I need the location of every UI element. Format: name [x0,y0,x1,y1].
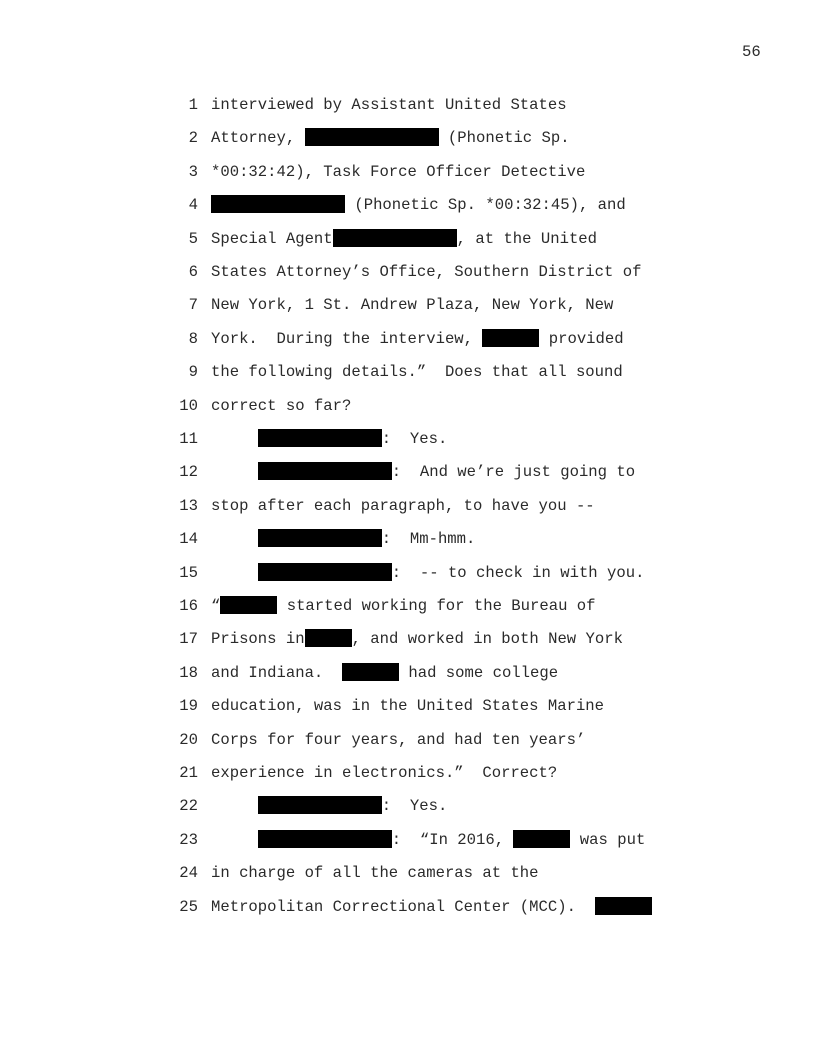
line-number: 25 [179,897,198,916]
line-number: 13 [179,496,198,515]
line-text [211,828,645,852]
line-text [211,694,604,718]
text-segment: : Mm-hmm. [381,530,476,549]
text-segment: , and worked in both New York [351,630,623,649]
line-text [211,427,447,451]
text-segment: Corps for four years, and had ten years’ [211,730,586,749]
redaction-box [333,229,457,247]
line-number: 10 [179,396,198,415]
line-number: 5 [188,229,198,248]
line-text [211,327,624,351]
line-number: 6 [188,263,198,281]
redaction-box [513,830,570,848]
line-number: 12 [179,463,198,482]
line-text [211,193,626,217]
line-number: 18 [179,663,198,682]
text-segment: Attorney, [211,129,305,148]
line-text [211,561,644,585]
text-segment: States Attorney’s Office, Southern District of [211,263,642,281]
text-segment: correct so far? [211,396,352,415]
redaction-box [258,462,392,480]
line-number: 17 [179,630,198,649]
text-segment [211,831,258,849]
text-segment: New York, 1 St. Andrew Plaza, New York, New [211,296,614,315]
line-text [211,661,558,685]
line-text [211,93,567,117]
line-number: 7 [188,296,198,315]
text-segment: : And we’re just going to [391,463,636,482]
line-text [211,728,585,752]
line-number: 21 [179,764,198,782]
redaction-box [258,529,382,547]
text-segment: : Yes. [381,430,448,448]
text-segment: (Phonetic Sp. *00:32:45), and [345,196,626,215]
text-segment: : -- to check in with you. [391,563,645,582]
line-text [211,360,623,384]
text-segment: , at the United [456,229,598,248]
line-number: 22 [179,797,198,816]
text-segment: Metropolitan Correctional Center (MCC). [211,897,595,916]
redaction-box [342,663,399,681]
line-number: 2 [188,129,198,148]
line-number: 9 [188,363,198,382]
text-segment: “ [211,597,221,615]
text-segment: experience in electronics.” Correct? [211,764,558,782]
text-segment: stop after each paragraph, to have you -- [211,496,595,515]
text-segment: Special Agent [211,229,333,248]
text-segment: and Indiana. [211,663,343,682]
text-segment: education, was in the United States Marine [211,697,605,716]
redaction-box [482,329,539,347]
text-segment: started working for the Bureau of [277,597,596,615]
line-text [211,293,613,317]
redaction-box [258,429,382,447]
line-text [211,460,635,484]
line-text [211,794,447,818]
line-number: 20 [179,730,198,749]
line-text [211,160,585,184]
line-text [211,627,623,651]
text-segment [211,797,258,815]
text-segment: *00:32:42), Task Force Officer Detective [211,162,586,181]
line-text [211,594,596,618]
line-text [211,527,475,551]
line-text [211,227,597,251]
redaction-box [211,195,345,213]
line-number: 4 [188,196,198,215]
line-text [211,861,539,885]
text-segment [211,463,258,481]
text-segment: York. During the interview, [211,329,483,348]
line-text [211,260,641,284]
line-number: 15 [179,563,198,582]
redaction-box [305,629,352,647]
line-text [211,126,570,150]
text-segment: interviewed by Assistant United States [211,96,567,114]
redaction-box [258,830,392,848]
line-number: 14 [179,530,198,549]
line-text [211,761,557,785]
redaction-box [595,897,652,915]
line-number: 3 [188,162,198,181]
line-number: 16 [179,597,198,615]
redaction-box [305,128,439,146]
text-segment [211,530,258,548]
redaction-box [258,563,392,581]
redaction-box [220,596,277,614]
line-text [211,394,351,418]
text-segment: was put [570,830,646,849]
redaction-box [258,796,382,814]
text-segment [211,430,258,448]
text-segment: : Yes. [381,797,448,816]
text-segment: the following details.” Does that all sound [211,363,623,382]
text-segment: (Phonetic Sp. [438,129,570,148]
line-text [211,494,595,518]
line-number: 19 [179,697,198,716]
page-number: 56 [742,43,761,61]
line-number: 8 [188,329,198,348]
text-segment: in charge of all the cameras at the [211,864,539,883]
text-segment: provided [539,329,624,348]
line-number: 1 [188,96,198,114]
line-number: 24 [179,864,198,883]
text-segment: : “In 2016, [391,830,514,849]
text-segment [211,564,258,582]
text-segment: had some college [399,663,559,682]
line-number: 11 [179,430,198,448]
line-number: 23 [179,830,198,849]
text-segment: Prisons in [211,630,305,649]
line-text [211,895,652,919]
